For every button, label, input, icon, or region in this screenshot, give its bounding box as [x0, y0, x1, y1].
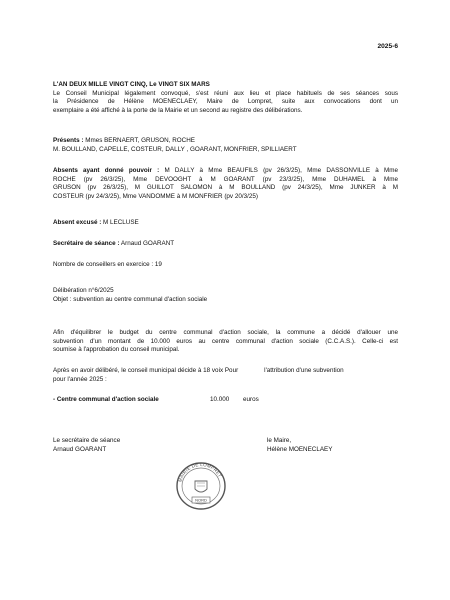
- absent-proxy-line: M DALLY à Mme BEAUFILS (pv 26/3/25), Mme DASSONVILLE à Mme: [159, 167, 398, 174]
- secretary-label: Secrétaire de séance :: [53, 240, 120, 247]
- present-women: Mmes BERNAERT, GRUSON, ROCHE: [83, 137, 195, 144]
- town-hall-seal: [171, 459, 231, 511]
- decision-paragraph: [53, 367, 398, 384]
- excused-section: [53, 219, 398, 228]
- absent-proxy-line: GRUSON (pv 26/3/25), M GUILLOT SALOMON à M BOULLAND (pv 24/3/25), Mme JUNKER à M: [53, 184, 398, 192]
- excused-label: Absent excusé :: [53, 219, 102, 226]
- deliberation-number: Délibération n°6/2025: [53, 287, 114, 294]
- seal-top-text: MAIRIE DE LOMPRET: [177, 461, 223, 483]
- secretary-signature-block: [53, 437, 203, 454]
- excused-value: M LECLUSE: [101, 219, 139, 226]
- deliberation-reference: 2025-6: [377, 43, 398, 50]
- body-paragraph: [53, 329, 398, 355]
- decision-text-continued: l'attribution d'une subvention: [264, 367, 344, 374]
- body-line: Afin d'équilibrer le budget du centre communal d'action sociale, la commune a décidé d'allouer une: [53, 329, 398, 336]
- signature-right-name: Hélène MOENECLAEY: [267, 445, 333, 453]
- attendance-section: [53, 137, 398, 154]
- session-date-heading: L'AN DEUX MILLE VINGT CINQ, Le VINGT SIX MARS: [53, 81, 210, 88]
- signature-left-name: Arnaud GOARANT: [53, 445, 107, 453]
- intro-line: la Présidence de Hélène MOENECLAEY, Maire de Lompret, suite aux convocations dont un: [53, 98, 398, 106]
- present-men: M. BOULLAND, CAPELLE, COSTEUR, DALLY , GOARANT, MONFRIER, SPILLIAERT: [53, 145, 297, 153]
- absent-proxy-section: [53, 167, 398, 201]
- councillors-count: Nombre de conseillers en exercice : 19: [53, 261, 162, 268]
- deliberation-object: Objet : subvention au centre communal d'action sociale: [53, 295, 208, 303]
- subsidy-label: - Centre communal d'action sociale: [53, 396, 159, 403]
- mayor-signature-block: [267, 437, 397, 454]
- signature-left-title: Le secrétaire de séance: [53, 437, 121, 444]
- deliberation-heading: [53, 287, 398, 304]
- absent-proxy-line: COSTEUR (pv 24/3/25), Mme VANDOMME à M MONFRIER (pv 20/3/25): [53, 192, 258, 200]
- subsidy-amount: 10.000: [210, 396, 230, 403]
- document-page: [53, 0, 398, 600]
- decision-year: pour l'année 2025 :: [53, 375, 107, 383]
- signature-right-title: le Maire,: [267, 437, 292, 444]
- subsidy-unit: euros: [243, 396, 259, 403]
- present-label: Présents :: [53, 137, 84, 144]
- absent-proxy-line: ROCHE (pv 26/3/25), Mme DEVOOGHT à M GOARANT (pv 23/3/25), Mme DUHAMEL à Mme: [53, 175, 398, 183]
- intro-line: exemplaire a été affiché à la porte de la Mairie et un second au registre des délibérations.: [53, 106, 303, 114]
- decision-text: Après en avoir délibéré, le conseil municipal décide à 18 voix Pour: [53, 367, 239, 374]
- svg-text:MAIRIE DE LOMPRET: [177, 462, 222, 483]
- secretary-section: [53, 240, 398, 249]
- body-line: subvention d'un montant de 10.000 euros au centre communal d'action sociale (C.C.A.S.). Celle-ci est: [53, 337, 398, 345]
- seal-bottom-text: NORD: [195, 497, 207, 503]
- secretary-value: Arnaud GOARANT: [119, 240, 175, 247]
- absent-proxy-label: Absents ayant donné pouvoir :: [53, 167, 160, 174]
- header-section: [53, 81, 398, 115]
- body-line: soumise à l'approbation du conseil municipal.: [53, 346, 180, 354]
- seal-stamp-icon: [171, 459, 231, 511]
- intro-line: Le Conseil Municipal légalement convoqué, s'est réuni aux lieu et place habituels de ses séances sous: [53, 89, 398, 97]
